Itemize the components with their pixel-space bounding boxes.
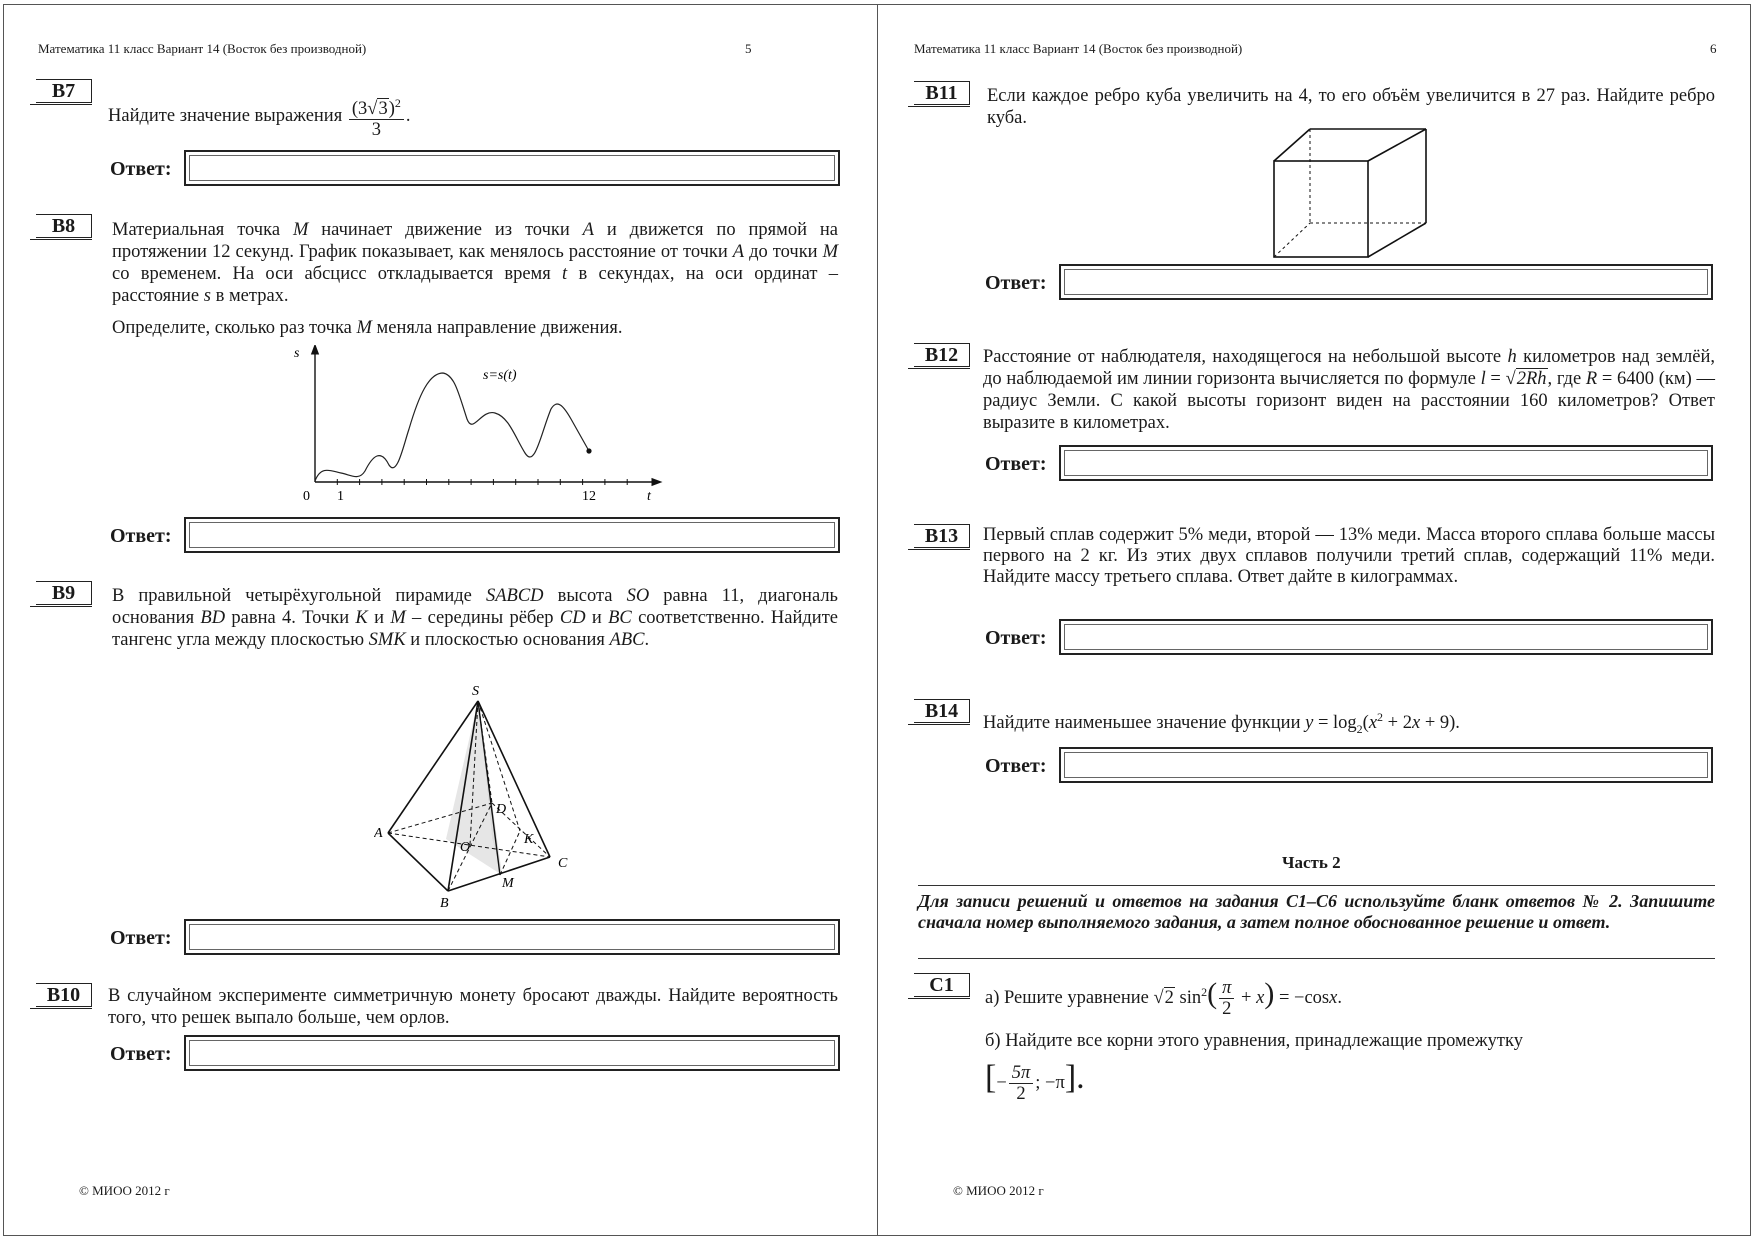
b8-A2: A xyxy=(732,242,745,262)
b14-t1: Найдите наименьшее значение функции xyxy=(983,713,1306,734)
b12-eq: = xyxy=(1485,369,1506,389)
b9-pyramid xyxy=(374,681,584,911)
b8-t7: в метрах. xyxy=(210,286,289,306)
task-label-b11: B11 xyxy=(914,81,970,105)
b8-t1: Материальная точка xyxy=(112,220,293,240)
b14-x: x xyxy=(1368,713,1378,734)
b12-t3: , где xyxy=(1547,369,1586,389)
tick-label-0: 0 xyxy=(303,489,310,504)
c1a-plus: + xyxy=(1236,988,1257,1009)
c1b-num: 5π xyxy=(1009,1063,1034,1084)
part2-instructions: Для записи решений и ответов на задания С1–С6 используйте бланк ответов № 2. Запишите сначала номер выполняемого задания, а затем полное обоснованное решение и ответ. xyxy=(918,891,1715,932)
b9-sabcd: SABCD xyxy=(485,586,544,606)
answer-field-b10[interactable] xyxy=(184,1035,840,1071)
b9-t9: и плоскостью основания xyxy=(405,630,610,650)
task-label-c1: C1 xyxy=(914,973,970,997)
graph-endpoint xyxy=(586,448,591,453)
b14-pow: 2 xyxy=(1377,710,1384,724)
task-b14-text xyxy=(983,706,1715,740)
part2-rule-bottom xyxy=(918,958,1715,959)
page-left xyxy=(3,4,878,1236)
point-M: M xyxy=(502,876,514,891)
b8-M: M xyxy=(292,220,309,240)
page-right xyxy=(877,4,1751,1236)
task-b13-text: Первый сплав содержит 5% меди, второй — 13% меди. Масса второго сплава больше массы первого на 2 кг. Из этих двух сплавов получили третий сплав, содержащий 11% меди. Найдите массу третьего сплава. Ответ дайте в килограммах. xyxy=(983,525,1715,587)
b14-log: = log xyxy=(1313,713,1357,734)
edge-ab xyxy=(388,833,448,891)
task-c1-part-b: б) Найдите все корни этого уравнения, принадлежащие промежутку xyxy=(985,1031,1523,1051)
b7-den: 3 xyxy=(371,120,381,141)
b9-so: SO xyxy=(626,586,650,606)
b12-t1: Расстояние от наблюдателя, находящегося на небольшой высоте xyxy=(983,347,1508,367)
b9-cd: CD xyxy=(559,608,586,628)
c1a-den: 2 xyxy=(1222,999,1232,1020)
vertex-C: C xyxy=(558,856,568,871)
c1a-rhs: = −cos xyxy=(1274,988,1330,1009)
answer-label-b8: Ответ: xyxy=(110,525,172,547)
b12-t4: = 6400 (км) — радиус Земли. С какой высоты горизонт виден на расстоянии 160 километров? Ответ выразите в километрах. xyxy=(983,369,1715,433)
task-c1-part-a: а) Решите уравнение √2 $\sin^2$( $\frac{\pi}{2}$ + x) = −cosx. xyxy=(985,977,1342,1020)
answer-label-b13: Ответ: xyxy=(985,627,1047,649)
c1b-lb: [ xyxy=(985,1059,997,1096)
answer-label-b10: Ответ: xyxy=(110,1043,172,1065)
b9-t5: и xyxy=(367,608,391,628)
b9-bc: BC xyxy=(608,608,632,628)
c1a-pow: 2 xyxy=(1201,985,1208,999)
b9-t10: . xyxy=(644,630,650,650)
b8-t: t xyxy=(562,264,568,284)
answer-label-b14: Ответ: xyxy=(985,755,1047,777)
c1b-rb: ]. xyxy=(1064,1059,1085,1096)
c1a-fraction xyxy=(1219,978,1234,1019)
b8-A: A xyxy=(582,220,594,240)
task-b7-text xyxy=(108,93,508,140)
task-label-b13: B13 xyxy=(914,524,970,548)
b8-graph xyxy=(289,345,669,505)
c1a-rad: 2 xyxy=(1164,988,1174,1009)
c1a-num: π xyxy=(1219,978,1234,999)
b14-t3: + 9). xyxy=(1420,713,1460,734)
c1a-sin: sin xyxy=(1174,988,1202,1009)
vertex-S: S xyxy=(472,684,479,699)
page-number: 5 xyxy=(745,41,752,56)
graph-curve xyxy=(315,373,589,481)
b8-q1: Определите, сколько раз точка xyxy=(112,318,357,338)
answer-field-b7[interactable] xyxy=(184,150,840,186)
point-O: O xyxy=(460,840,471,855)
b8-t5: со временем. На оси абсцисс откладывается время xyxy=(112,264,563,284)
b7-num: (3 xyxy=(351,99,368,120)
task-b12-text: Расстояние от наблюдателя, находящегося на небольшой высоте h километров над землёй, до наблюдаемой им линии горизонта вычисляется по формуле l = √2Rh, где R = 6400 (км) — радиус Земли. С какой высоты горизонт виден на расстоянии 160 километров? Ответ выразите в километрах. xyxy=(983,347,1715,433)
b11-cube xyxy=(1270,125,1438,261)
b14-t2: + 2 xyxy=(1383,713,1412,734)
b14-x2: x xyxy=(1411,713,1421,734)
part2-title: Часть 2 xyxy=(1282,853,1341,872)
c1a-x2: x xyxy=(1329,988,1338,1009)
task-b9-text xyxy=(112,585,838,651)
c1b-den: 2 xyxy=(1016,1084,1026,1105)
c1a-lp: ( xyxy=(1207,977,1218,1011)
b9-t1: В правильной четырёхугольной пирамиде xyxy=(112,586,486,606)
b9-t3: равна 11, диагональ основания xyxy=(112,586,838,628)
b9-m: M xyxy=(390,608,406,628)
c1b-minus: − xyxy=(996,1073,1007,1093)
b8-s: s xyxy=(203,286,211,306)
b9-smk: SMK xyxy=(368,630,406,650)
task-label-b10: B10 xyxy=(36,983,92,1007)
b12-R: R xyxy=(1585,369,1598,389)
b14-lp: ( xyxy=(1362,713,1369,734)
c1a-t1: а) Решите уравнение xyxy=(985,988,1154,1009)
b9-t7: и xyxy=(585,608,609,628)
b8-q2: меняла направление движения. xyxy=(371,318,623,338)
task-b8-question xyxy=(112,317,838,339)
b8-t4: до точки xyxy=(744,242,823,262)
vertex-A: A xyxy=(374,826,383,841)
b7-fraction: $\frac{(3√3)^2}{3}$ xyxy=(349,93,404,140)
page-footer: © МИОО 2012 г xyxy=(953,1183,1044,1198)
c1b-sep: ; −π xyxy=(1035,1073,1065,1093)
b9-t8: соответственно. Найдите тангенс угла между плоскостью xyxy=(112,608,838,650)
task-label-b8: B8 xyxy=(36,214,92,238)
page-header: Математика 11 класс Вариант 14 (Восток без производной) xyxy=(914,41,1243,56)
b7-prompt: Найдите значение выражения xyxy=(108,105,343,126)
task-b8-text xyxy=(112,219,838,307)
b14-y: y xyxy=(1305,713,1314,734)
page-number: 6 xyxy=(1710,41,1717,56)
answer-field-b11[interactable] xyxy=(1059,264,1713,300)
b7-end: . xyxy=(405,105,411,126)
answer-label-b11: Ответ: xyxy=(985,272,1047,294)
c1a-end: . xyxy=(1337,988,1342,1009)
answer-field-b13[interactable] xyxy=(1059,619,1713,655)
b12-h: h xyxy=(1507,347,1517,367)
answer-field-b12[interactable] xyxy=(1059,445,1713,481)
answer-label-b7: Ответ: xyxy=(110,158,172,180)
x-axis-label: t xyxy=(647,489,651,504)
answer-label-b12: Ответ: xyxy=(985,453,1047,475)
b8-t6: в секундах, на оси ординат – расстояние xyxy=(112,264,838,306)
task-label-b7: B7 xyxy=(36,79,92,103)
point-K: K xyxy=(524,832,534,847)
b8-t2: начинает движение из точки xyxy=(308,220,583,240)
b12-t2: километров над землёй, до наблюдаемой им линии горизонта вычисляется по формуле xyxy=(983,347,1715,389)
b8-qM: M xyxy=(356,318,372,338)
page-footer: © МИОО 2012 г xyxy=(79,1183,170,1198)
b7-num-close: ) xyxy=(388,99,395,120)
cube-edge-tl xyxy=(1274,129,1310,161)
cube-edge-tr xyxy=(1368,129,1426,161)
answer-field-b9[interactable] xyxy=(184,919,840,955)
b14-base: 2 xyxy=(1356,721,1363,736)
answer-label-b9: Ответ: xyxy=(110,927,172,949)
part2-rule-top xyxy=(918,885,1715,886)
c1a-x: x xyxy=(1256,988,1265,1009)
answer-field-b8[interactable] xyxy=(184,517,840,553)
vertex-D: D xyxy=(496,802,507,817)
task-label-b12: B12 xyxy=(914,343,970,367)
cube-front-face xyxy=(1274,161,1368,257)
page-header: Математика 11 класс Вариант 14 (Восток без производной) xyxy=(38,41,367,56)
y-axis-label: s xyxy=(294,346,300,361)
c1a-rp: ) xyxy=(1264,977,1275,1011)
b9-t2: высота xyxy=(543,586,627,606)
b12-rad: 2Rh xyxy=(1516,369,1547,389)
b9-t6: – середины рёбер xyxy=(405,608,560,628)
c1b-fraction xyxy=(1009,1063,1034,1104)
b9-t4: равна 4. Точки xyxy=(225,608,356,628)
cube-edge-br xyxy=(1368,223,1426,257)
b9-bd: BD xyxy=(200,608,226,628)
b9-abc: ABC xyxy=(609,630,645,650)
tick-label-12: 12 xyxy=(582,489,596,504)
b7-num-pow: 2 xyxy=(394,96,401,110)
task-b11-text: Если каждое ребро куба увеличить на 4, то его объём увеличится в 27 раз. Найдите ребро куба. xyxy=(987,86,1715,128)
task-label-b14: B14 xyxy=(914,699,970,723)
curve-label: s=s(t) xyxy=(483,368,517,383)
task-label-b9: B9 xyxy=(36,581,92,605)
task-c1-interval xyxy=(985,1053,1285,1108)
task-b10-text: В случайном эксперименте симметричную монету бросают дважды. Найдите вероятность того, что решек выпало больше, чем орлов. xyxy=(108,986,838,1028)
b12-l: l xyxy=(1480,369,1486,389)
b8-M2: M xyxy=(822,242,838,262)
tick-label-1: 1 xyxy=(337,489,344,504)
b7-num-rad: 3 xyxy=(378,99,388,120)
vertex-B: B xyxy=(440,896,449,911)
b9-k: K xyxy=(355,608,368,628)
answer-field-b14[interactable] xyxy=(1059,747,1713,783)
b8-t3: и движется по прямой на протяжении 12 секунд. График показывает, как менялось расстояние от точки xyxy=(112,220,838,262)
cube-hidden-diagonal xyxy=(1274,223,1310,257)
